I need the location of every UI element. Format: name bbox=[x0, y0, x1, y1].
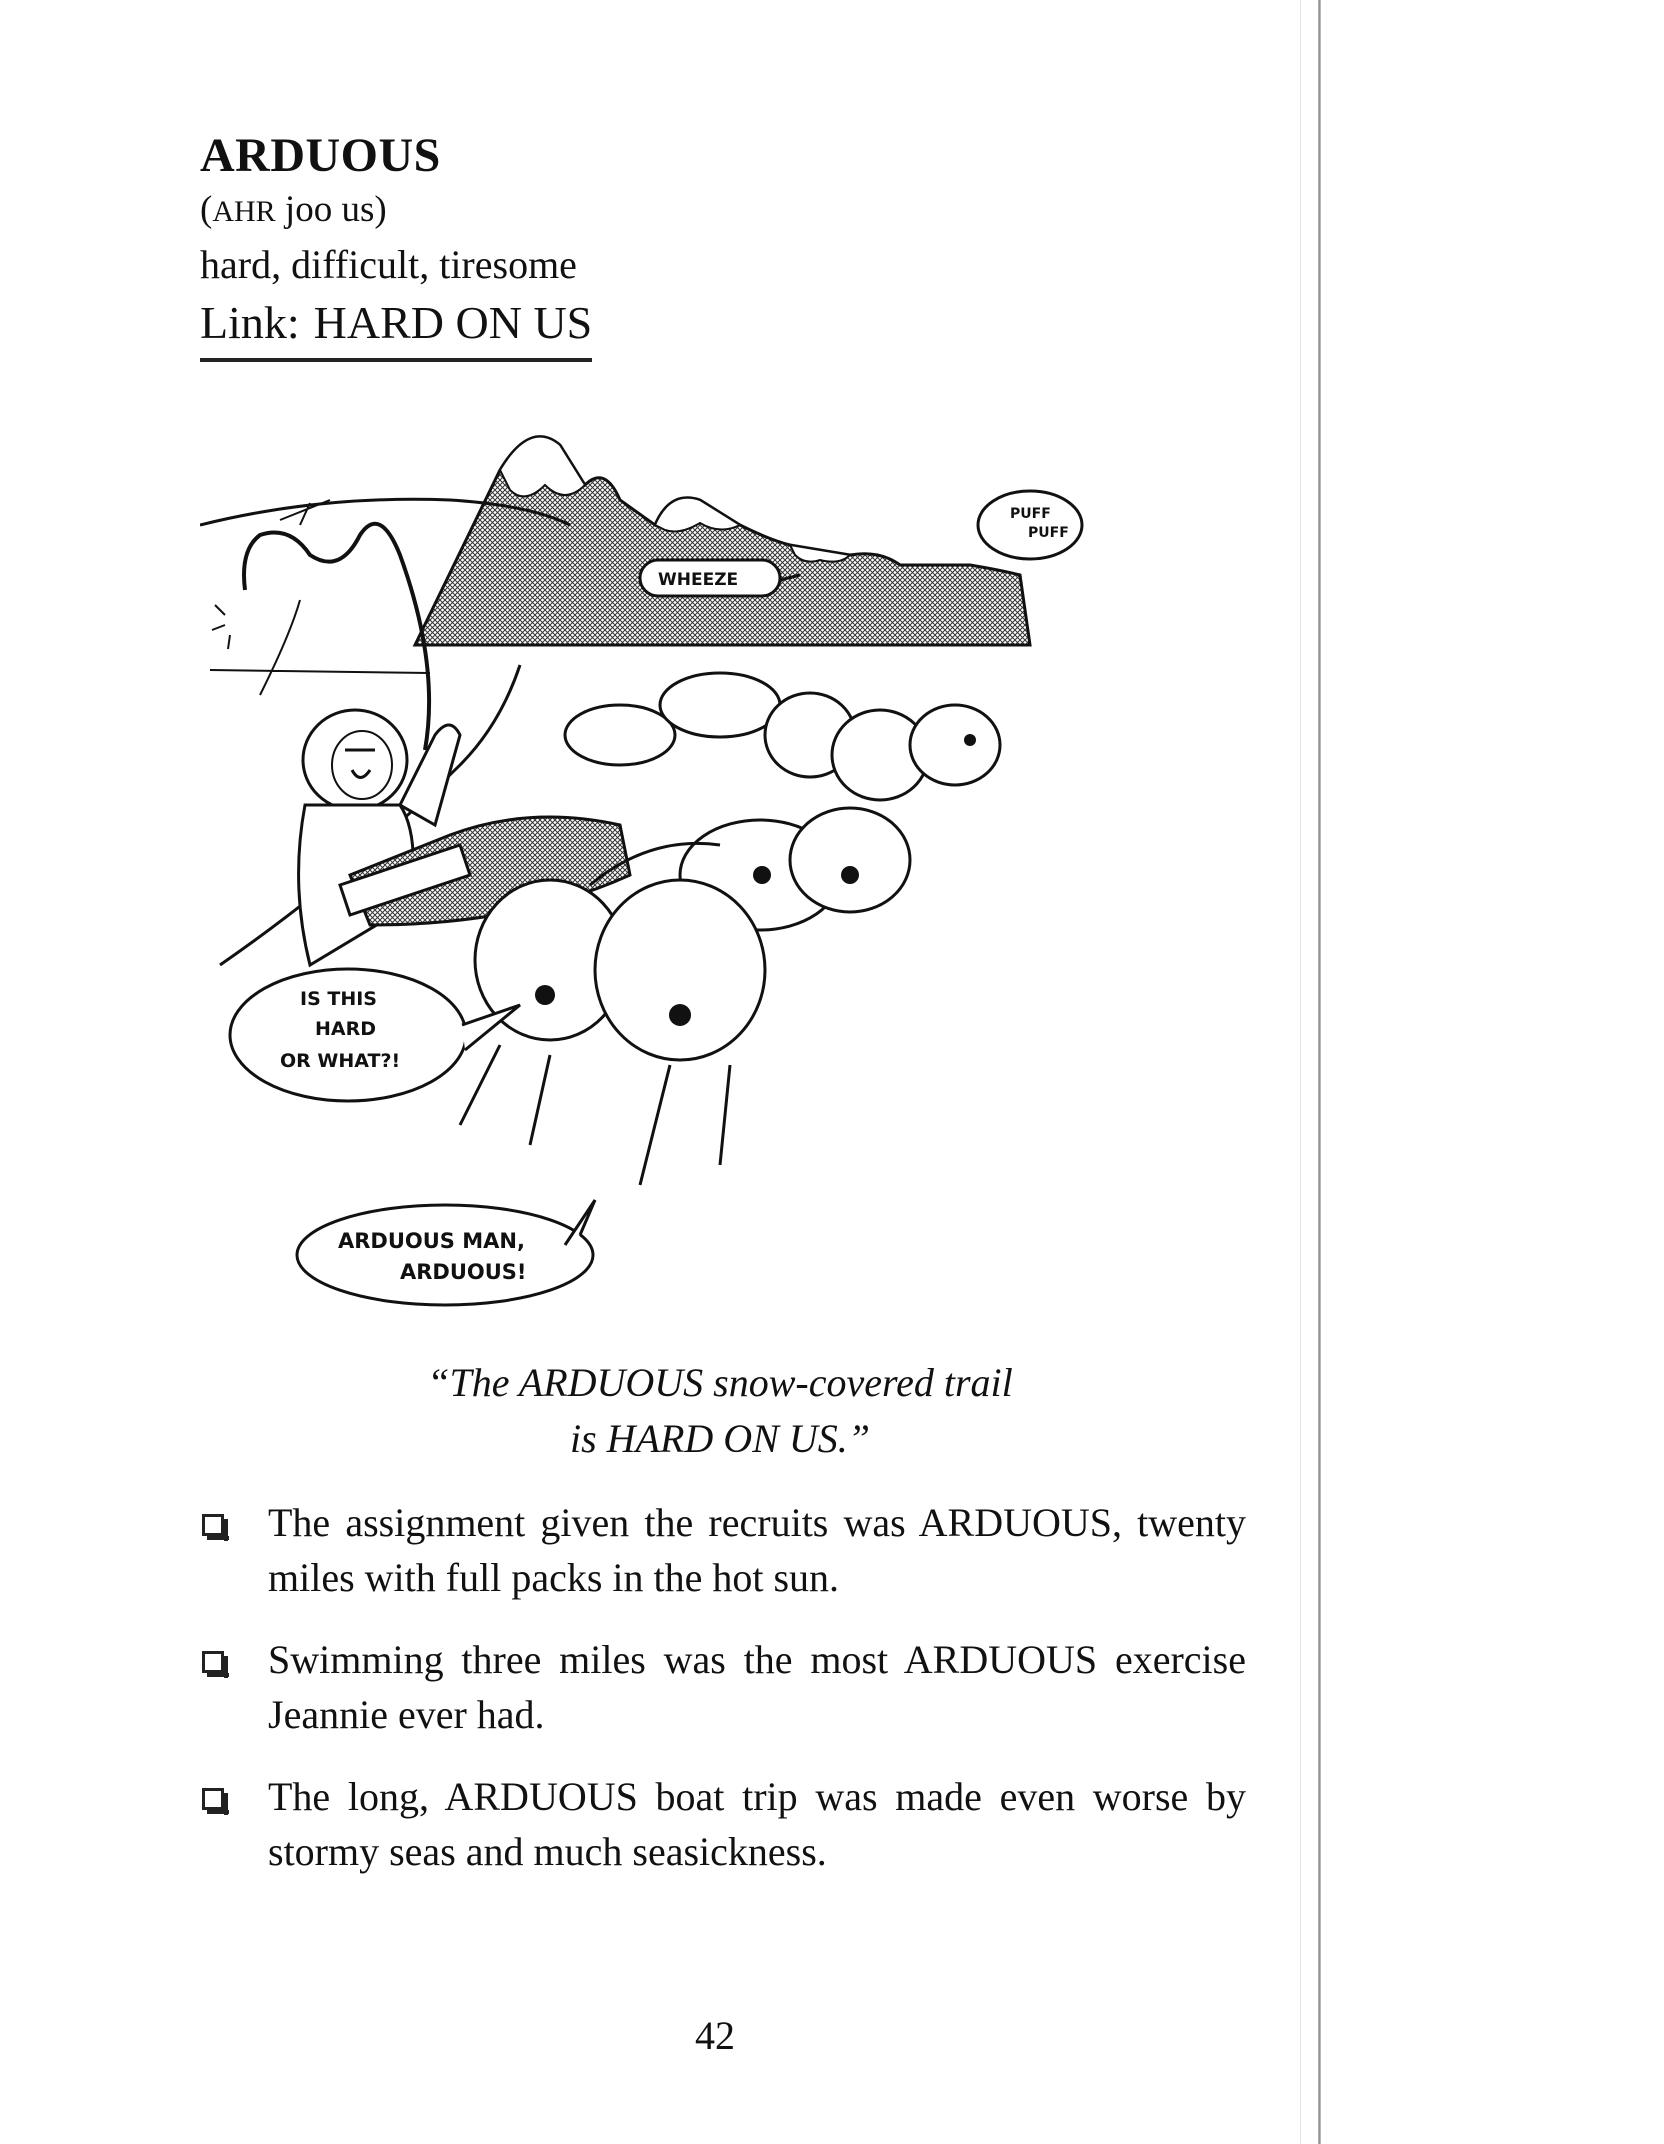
puff-text-1: PUFF bbox=[1010, 506, 1051, 522]
link-text: HARD ON US bbox=[313, 297, 593, 348]
hard-text-3: OR WHAT?! bbox=[280, 1050, 401, 1072]
caption-line-2: is HARD ON US.” bbox=[569, 1416, 871, 1461]
arduous-text-1: ARDUOUS MAN, bbox=[338, 1229, 525, 1253]
example-sentences bbox=[196, 1495, 1246, 1906]
caption-line-1: “The ARDUOUS snow-covered trail bbox=[427, 1360, 1013, 1405]
pron-rest: joo us) bbox=[275, 189, 387, 230]
entry-pronunciation bbox=[200, 184, 720, 238]
cartoon-illustration bbox=[200, 405, 1250, 1325]
wheeze-text: WHEEZE bbox=[658, 570, 739, 590]
pron-open: ( bbox=[200, 189, 213, 230]
example-text: Swimming three miles was the most ARDUOUS exercise Jeannie ever had. bbox=[268, 1637, 1246, 1737]
hard-bubble bbox=[230, 969, 520, 1101]
entry-definition: hard, difficult, tiresome bbox=[200, 242, 577, 287]
checkbox-icon bbox=[202, 1788, 224, 1810]
arduous-bubble bbox=[297, 1200, 595, 1305]
puff-text-2: PUFF bbox=[1028, 525, 1069, 541]
entry-word: ARDUOUS bbox=[200, 129, 441, 182]
page-shadow bbox=[1300, 0, 1301, 2144]
lake-shore bbox=[210, 600, 430, 695]
hard-text-2: HARD bbox=[315, 1018, 377, 1040]
puff-bubble bbox=[978, 491, 1082, 559]
pron-caps: AHR bbox=[212, 195, 276, 228]
example-item bbox=[196, 1769, 1246, 1879]
example-text: The assignment given the recruits was ARDUOUS, twenty miles with full packs in the hot sun. bbox=[268, 1500, 1246, 1600]
hard-text-1: IS THIS bbox=[300, 988, 377, 1010]
entry-link bbox=[200, 292, 592, 362]
checkbox-icon bbox=[202, 1514, 224, 1536]
cartoon-caption bbox=[300, 1355, 1140, 1467]
wheeze-bubble bbox=[640, 560, 800, 596]
sled-dogs bbox=[460, 673, 1000, 1185]
arduous-text-2: ARDUOUS! bbox=[400, 1260, 527, 1284]
whip bbox=[212, 500, 429, 750]
page-number: 42 bbox=[695, 2013, 735, 2058]
vocab-entry-header bbox=[200, 128, 720, 362]
link-label: Link: bbox=[200, 297, 300, 348]
example-item bbox=[196, 1495, 1246, 1605]
musher bbox=[299, 710, 460, 965]
mountains bbox=[415, 437, 1030, 645]
example-item bbox=[196, 1632, 1246, 1742]
page-edge bbox=[1318, 0, 1321, 2144]
example-text: The long, ARDUOUS boat trip was made even worse by stormy seas and much seasickness. bbox=[268, 1774, 1246, 1874]
checkbox-icon bbox=[202, 1651, 224, 1673]
